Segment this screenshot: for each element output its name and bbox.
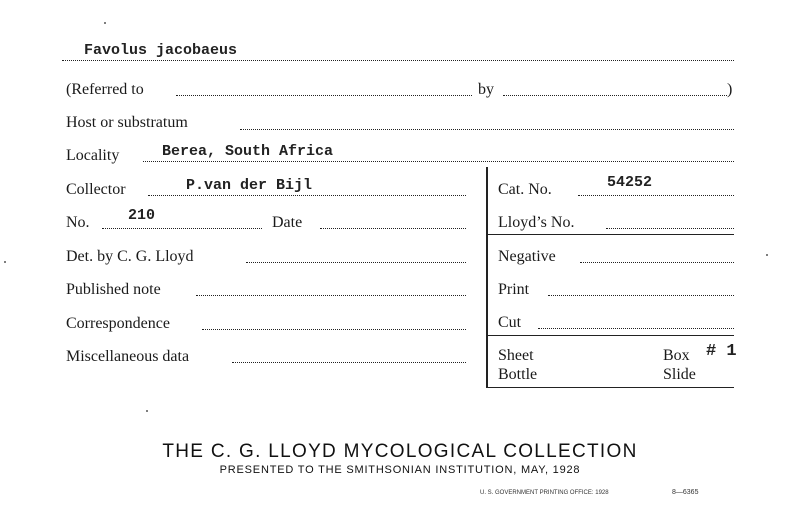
right-box-divider-2 (486, 335, 734, 336)
cat-no-label: Cat. No. (498, 181, 552, 198)
misc-label: Miscellaneous data (66, 348, 190, 365)
det-by-line (246, 262, 466, 263)
by-label: by (478, 81, 494, 98)
referred-to-line (176, 95, 472, 96)
referred-to-label: (Referred to (66, 81, 144, 98)
number-value: 210 (128, 207, 156, 224)
locality-line (143, 161, 734, 162)
scan-speck (146, 410, 148, 412)
collection-title: THE C. G. LLOYD MYCOLOGICAL COLLECTION (162, 441, 638, 462)
collection-subtitle: PRESENTED TO THE SMITHSONIAN INSTITUTION, MAY, 1928 (219, 464, 581, 476)
printing-office-note: U. S. GOVERNMENT PRINTING OFFICE: 1928 (480, 490, 609, 496)
scan-speck (104, 22, 106, 24)
host-label: Host or substratum (66, 114, 188, 131)
locality-value: Berea, South Africa (162, 143, 334, 160)
correspondence-label: Correspondence (66, 315, 170, 332)
right-box-border-bottom (486, 387, 734, 388)
by-line (503, 95, 727, 96)
lloyds-no-label: Lloyd’s No. (498, 214, 575, 231)
specimen-name-line (62, 60, 734, 61)
sheet-label: Sheet (498, 347, 534, 364)
date-label: Date (272, 214, 303, 231)
cat-no-line (578, 195, 734, 196)
locality-label: Locality (66, 147, 120, 164)
right-box-divider-1 (486, 234, 734, 235)
no-line (102, 228, 262, 229)
close-paren: ) (727, 81, 733, 98)
box-label: Box (663, 347, 690, 364)
collector-value: P.van der Bijl (186, 177, 313, 194)
cut-label: Cut (498, 314, 522, 331)
print-label: Print (498, 281, 530, 298)
box-value: # 1 (706, 342, 737, 361)
published-note-label: Published note (66, 281, 161, 298)
slide-label: Slide (663, 366, 696, 383)
lloyds-no-line (606, 228, 734, 229)
no-label: No. (66, 214, 90, 231)
correspondence-line (202, 329, 466, 330)
bottle-label: Bottle (498, 366, 538, 383)
print-line (548, 295, 734, 296)
scan-speck (4, 261, 6, 263)
form-number: 8—6365 (672, 489, 699, 496)
det-by-label: Det. by C. G. Lloyd (66, 248, 194, 265)
cat-no-value: 54252 (607, 174, 653, 191)
host-line (240, 129, 734, 130)
cut-line (538, 328, 734, 329)
published-note-line (196, 295, 466, 296)
right-box-border-left (486, 167, 488, 387)
date-line (320, 228, 466, 229)
misc-line (232, 362, 466, 363)
negative-line (580, 262, 734, 263)
negative-label: Negative (498, 248, 556, 265)
scan-speck (766, 254, 768, 256)
collector-label: Collector (66, 181, 126, 198)
specimen-name: Favolus jacobaeus (84, 42, 238, 59)
collector-line (148, 195, 466, 196)
